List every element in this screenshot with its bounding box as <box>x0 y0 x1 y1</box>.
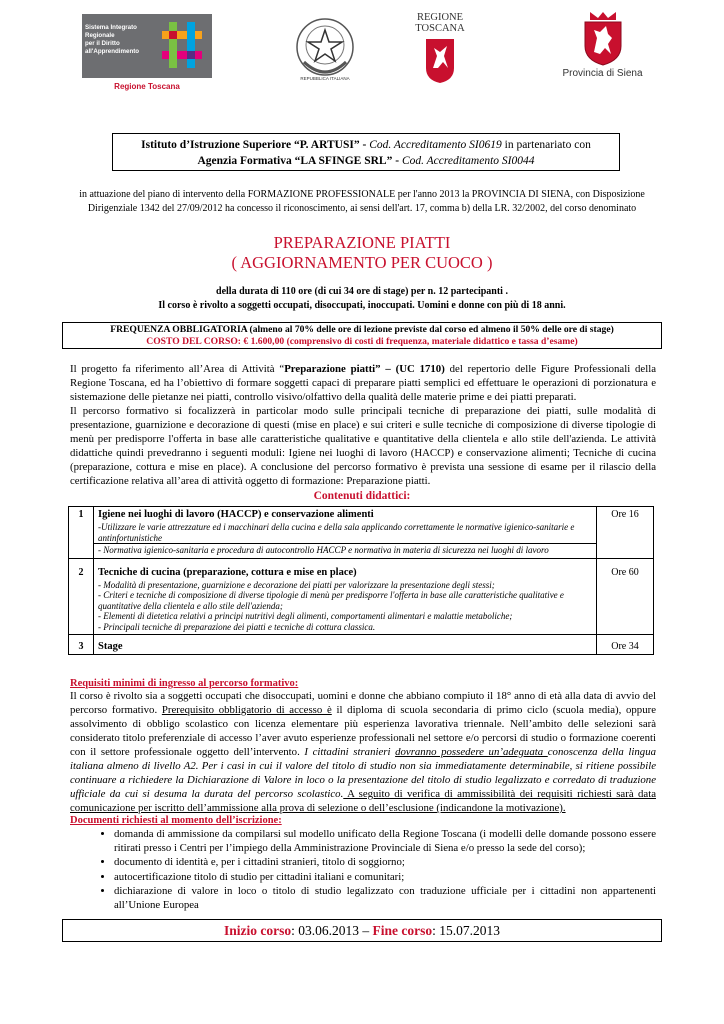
requirements-text <box>70 689 656 815</box>
description-paragraph <box>70 362 656 404</box>
module-hours: Ore 16 <box>597 507 654 559</box>
cost-text: COSTO DEL CORSO: € 1.600,00 (comprensivo di costi di frequenza, materiale didattico e tassa d’esame) <box>146 336 578 347</box>
module-item: - Elementi di dietetica relativi a principi nutritivi degli alimenti, comportamenti alimentari e malattie metaboliche; <box>98 611 513 621</box>
list-item: • dichiarazione di valore in loco o titolo di studio legalizzato con traduzione ufficiale per i cittadini non appartenenti all’Unione Europea <box>114 885 656 912</box>
target-text: Il corso è rivolto a soggetti occupati, disoccupati, inoccupati. Uomini e donne con più di 18 anni. <box>158 300 566 311</box>
agency-line <box>113 153 619 169</box>
module-number: 3 <box>69 635 94 655</box>
sistema-text-line: all'Apprendimento <box>85 48 140 55</box>
regione-line: TOSCANA <box>415 23 465 34</box>
description-paragraph: Il percorso formativo si focalizzerà in particolar modo sulle principali tecniche di preparazione dei piatti, sulle modalità di presentazione, guarnizione e decorazione di questi (mise en place) e sui criteri e sulle tecniche di composizione di diverse tipologie di menù per predisporre l'offerta in base alle caratteristiche qualitative e quantitative della clientela e allo stile dell'azienda. Le attività didattiche quindi prevedranno i seguenti moduli: Igiene nei luoghi di lavoro (HACCP) e conservazione alimenti; Tecniche di cucina (preparazione, cottura e mise en place). A conclusione del percorso formativo è prevista una sessione di esame per il rilascio della certificazione relativa all’area di attività oggetto di formazione: Preparazione piatti. <box>70 405 656 487</box>
agency-name: Agenzia Formativa “LA SFINGE SRL” - <box>197 155 400 167</box>
module-hours: Ore 34 <box>597 635 654 655</box>
table-row <box>69 635 654 655</box>
intro-paragraph: in attuazione del piano di intervento della FORMAZIONE PROFESSIONALE per l'anno 2013 la PROVINCIA DI SIENA, con Disposizione Dirigenziale 1342 del 27/09/2012 ha concesso il riconoscimento, ai sensi dell'art. 17, comma b) della LR. 32/2002, del corso denominato <box>79 189 645 214</box>
start-date: : 03.06.2013 – <box>291 923 373 938</box>
module-title: Stage <box>98 641 123 652</box>
provincia-siena-logo <box>555 12 650 88</box>
course-title <box>62 233 662 273</box>
repubblica-italiana-emblem <box>290 14 360 84</box>
course-description <box>70 362 656 488</box>
sistema-logo-box <box>82 14 212 78</box>
partnership-text: in partenariato con <box>504 139 591 151</box>
req-prerequisite: Prerequisito obbligatorio di accesso è <box>161 704 332 716</box>
requirements-section <box>70 678 656 815</box>
table-row <box>69 507 654 559</box>
repubblica-caption: REPUBBLICA ITALIANA <box>300 76 350 81</box>
list-item: • domanda di ammissione da compilarsi sul modello unificato della Regione Toscana (i modelli delle domande possono essere ritirati presso i Centri per l’impiego della Amministrazione Provinciale di Siena e/o presso la sede del corso); <box>114 828 656 855</box>
institute-header-box <box>112 133 620 171</box>
start-label: Inizio corso <box>223 923 292 938</box>
frequency-box <box>62 322 662 349</box>
module-cell <box>94 558 597 635</box>
frequency-text: FREQUENZA OBBLIGATORIA (almeno al 70% delle ore di lezione previste dal corso ed almeno il 50% delle ore di stage) <box>110 324 614 335</box>
req-language-level: conoscenza della lingua italiana almeno di livello A2. Per i casi in cui il valore del titolo di studio non sia immediatamente determinabile, si ritiene possibile continuare a richiedere la Dichiarazione di Valore in loco o la presentazione del titolo di studio legalizzato e corredato di traduzione ufficiale da cui si desuma la durata del percorso scolastico. <box>70 746 656 800</box>
area-code: Preparazione piatti” – (UC 1710) <box>284 363 445 375</box>
module-item: - Criteri e tecniche di composizione di diverse tipologie di menù per predisporre l'offerta in base alle caratteristiche qualitative e quantitative della clientela e allo stile dell'azienda; <box>98 590 564 611</box>
req-text: il diploma di scuola secondaria di primo ciclo (scuola media), oppure assolvimento di obbligo scolastico con licenza elementare più esperienza lavorativa triennale. Nell’ambito delle selezioni sarà considerato titolo preferenziale di accesso l’aver avuto esperienze professionali nel settore e/o percorsi di studio o formazione coerenti con il settore professionale oggetto dell’intervento. <box>70 704 656 758</box>
regione-line: REGIONE <box>416 12 464 23</box>
req-verification: A seguito di verifica di ammissibilità dei requisiti richiesti sarà data comunicazione per iscritto dell’ammissione alla prova di selezione o dell’esclusione (indicandone la motivazione). <box>70 788 656 814</box>
hash-mark-icon <box>156 19 208 73</box>
module-item: - Modalità di presentazione, guarnizione e decorazione dei piatti per valorizzare la presentazione degli stessi; <box>98 579 495 590</box>
requirements-heading: Requisiti minimi di ingresso al percorso formativo: <box>70 678 299 689</box>
lion-shield-icon <box>580 12 626 66</box>
pegasus-shield-icon <box>425 38 455 84</box>
desc-text: del repertorio delle Figure Professionali della Regione Toscana, ed ha l’obiettivo di formare soggetti capaci di preparare piatti semplici ed effettuare le operazioni di porzionatura e sistemazione delle pietanze nei piatti, controllo visivo/olfattivo della qualità delle materie prime e dei piatti preparati. <box>70 363 657 403</box>
end-date: : 15.07.2013 <box>432 923 501 938</box>
sistema-text-line: Sistema Integrato <box>85 24 137 31</box>
module-cell <box>94 507 597 559</box>
req-language: dovranno possedere un’adeguata <box>395 746 548 758</box>
contents-heading: Contenuti didattici: <box>313 490 411 502</box>
course-dates-box <box>62 919 662 942</box>
regione-toscana-caption: Regione Toscana <box>114 82 180 91</box>
table-row <box>69 558 654 635</box>
institute-line <box>113 137 619 153</box>
end-label: Fine corso <box>372 923 433 938</box>
course-title-line: PREPARAZIONE PIATTI <box>273 233 451 252</box>
req-foreigners: I cittadini stranieri <box>304 746 396 758</box>
star-emblem-icon <box>290 14 360 84</box>
regione-toscana-logo <box>405 12 475 86</box>
agency-code: Cod. Accreditamento SI0044 <box>401 155 535 167</box>
module-item: -Utilizzare le varie attrezzature ed i macchinari della cucina e della sala applicando correttamente le normative igienico-sanitarie e antinfortunistiche <box>98 522 575 543</box>
list-item: • autocertificazione titolo di studio per cittadini italiani e comunitari; <box>114 871 656 885</box>
module-item: - Normativa igienico-sanitaria e procedura di autocontrollo HACCP e normativa in materia di sicurezza nei luoghi di lavoro <box>94 543 596 556</box>
modules-table <box>68 506 654 655</box>
desc-text: Il progetto fa riferimento all’Area di Attività “ <box>70 363 285 375</box>
sistema-logo-text <box>85 24 153 56</box>
module-item: - Principali tecniche di preparazione dei piatti e tecniche di cottura classica. <box>98 621 376 632</box>
provincia-caption: Provincia di Siena <box>562 68 643 79</box>
course-title-line: ( AGGIORNAMENTO PER CUOCO ) <box>231 253 493 272</box>
course-subtitle <box>62 285 662 313</box>
institute-code: Cod. Accreditamento SI0619 <box>369 139 502 151</box>
module-number: 2 <box>69 558 94 635</box>
documents-heading: Documenti richiesti al momento dell’iscrizione: <box>70 815 282 826</box>
module-cell <box>94 635 597 655</box>
list-item: • documento di identità e, per i cittadini stranieri, titolo di soggiorno; <box>114 856 656 870</box>
module-title: Tecniche di cucina (preparazione, cottura e mise en place) <box>98 566 357 578</box>
sistema-integrato-logo <box>82 14 212 98</box>
module-title: Igiene nei luoghi di lavoro (HACCP) e conservazione alimenti <box>98 509 374 520</box>
documents-list <box>70 828 656 912</box>
sistema-text-line: Regionale <box>85 32 115 39</box>
req-text: Il corso è rivolto sia a soggetti occupati che disoccupati, uomini e donne che abbiano compiuto il 18° anno di età alla data di avvio del percorso formativo. <box>70 690 656 716</box>
module-number: 1 <box>69 507 94 559</box>
institute-name: Istituto d’Istruzione Superiore “P. ARTUSI” - <box>141 139 367 151</box>
duration-text: della durata di 110 ore (di cui 34 ore di stage) per n. 12 partecipanti . <box>216 286 508 297</box>
module-hours: Ore 60 <box>597 558 654 635</box>
documents-section <box>70 815 656 913</box>
sistema-text-line: per il Diritto <box>85 40 120 47</box>
